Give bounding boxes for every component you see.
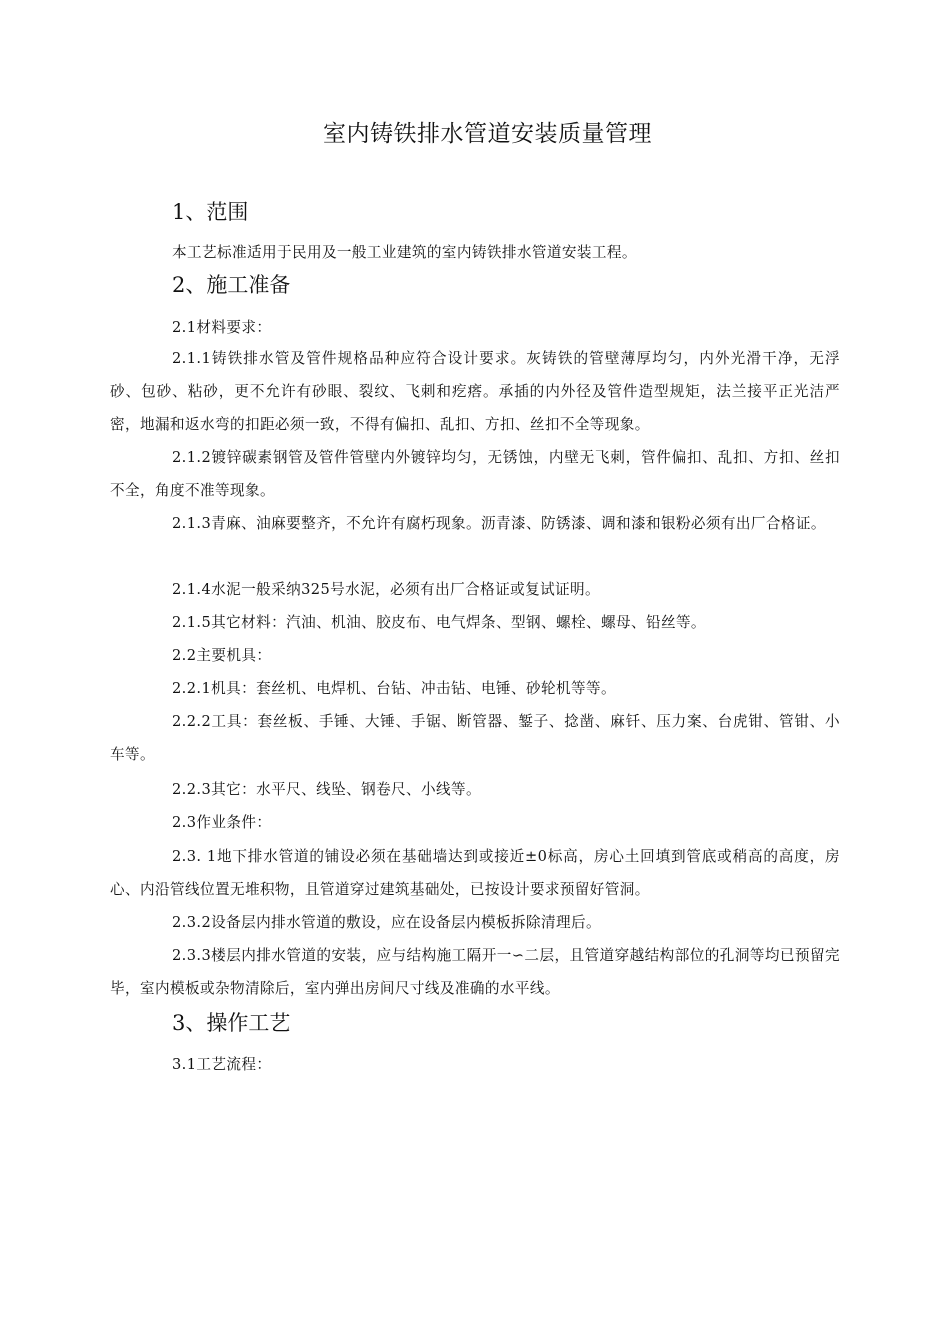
paragraph-2-1-1: 2.1.1铸铁排水管及管件规格品种应符合设计要求。灰铸铁的管壁薄厚均匀，内外光滑干净，无浮砂、包砂、粘砂，更不允许有砂眼、裂纹、飞刺和疙瘩。承插的内外径及管件造型规矩，法兰接平正光洁严密，地漏和返水弯的扣距必须一致，不得有偏扣、乱扣、方扣、丝扣不全等现象。 (110, 350, 840, 433)
section-heading-scope: 1、范围 (172, 200, 249, 224)
paragraph-2-3-1: 2.3. 1地下排水管道的铺设必须在基础墙达到或接近±0标高，房心土回填到管底或稍高的高度，房心、内沿管线位置无堆积物，且管道穿过建筑基础处，已按设计要求预留好管洞。 (110, 848, 840, 898)
section-heading-preparation: 2、施工准备 (172, 273, 291, 297)
paragraph-scope: 本工艺标准适用于民用及一般工业建筑的室内铸铁排水管道安装工程。 (172, 244, 637, 261)
document-title: 室内铸铁排水管道安装质量管理 (323, 121, 652, 147)
paragraph-2-2-1: 2.2.1机具：套丝机、电焊机、台钻、冲击钻、电锤、砂轮机等等。 (172, 680, 616, 697)
paragraph-2-1-4: 2.1.4水泥一般采纳325号水泥，必须有出厂合格证或复试证明。 (172, 581, 601, 598)
paragraph-2-1-5: 2.1.5其它材料：汽油、机油、胶皮布、电气焊条、型钢、螺栓、螺母、铅丝等。 (172, 614, 706, 631)
paragraph-2-3-2: 2.3.2设备层内排水管道的敷设，应在设备层内模板拆除清理后。 (172, 914, 601, 931)
paragraph-2-1: 2.1材料要求： (172, 319, 272, 336)
paragraph-2-2: 2.2主要机具： (172, 647, 272, 664)
section-heading-operation: 3、操作工艺 (172, 1011, 291, 1035)
paragraph-3-1: 3.1工艺流程： (172, 1056, 272, 1073)
paragraph-2-3-3: 2.3.3楼层内排水管道的安装，应与结构施工隔开一∽二层，且管道穿越结构部位的孔洞等均已预留完毕，室内模板或杂物清除后，室内弹出房间尺寸线及准确的水平线。 (110, 947, 840, 997)
paragraph-2-2-2: 2.2.2工具：套丝板、手锤、大锤、手锯、断管器、錾子、捻凿、麻钎、压力案、台虎钳、管钳、小车等。 (110, 713, 840, 763)
paragraph-2-1-2: 2.1.2镀锌碳素钢管及管件管壁内外镀锌均匀，无锈蚀，内壁无飞刺，管件偏扣、乱扣、方扣、丝扣不全，角度不准等现象。 (110, 449, 840, 499)
paragraph-2-3: 2.3作业条件： (172, 814, 272, 831)
paragraph-2-2-3: 2.2.3其它：水平尺、线坠、钢卷尺、小线等。 (172, 781, 482, 798)
paragraph-2-1-3: 2.1.3青麻、油麻要整齐，不允许有腐朽现象。沥青漆、防锈漆、调和漆和银粉必须有出厂合格证。 (172, 515, 826, 532)
